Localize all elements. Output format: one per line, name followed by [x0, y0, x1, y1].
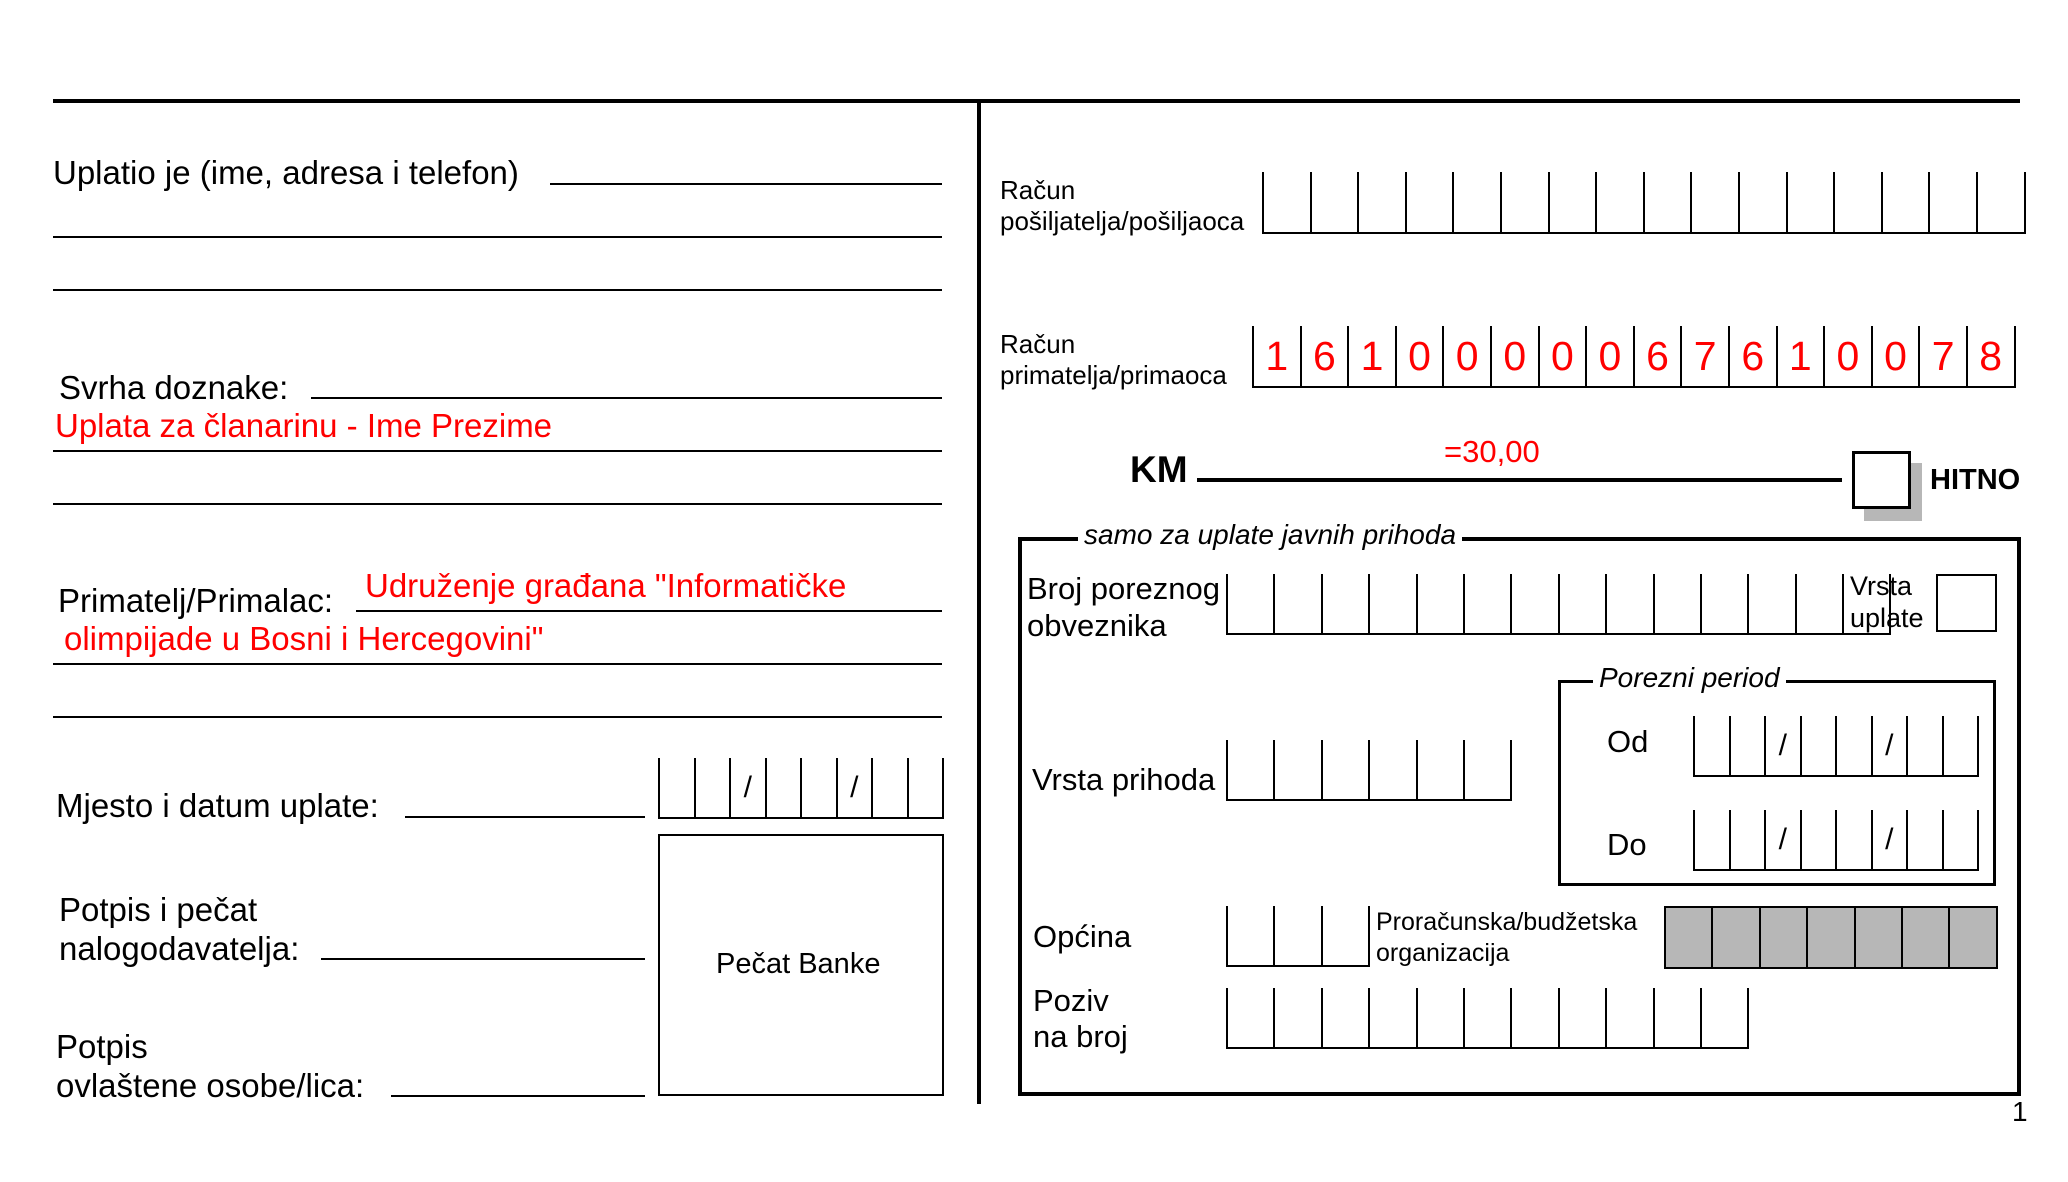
payment-type-label-line1: Vrsta: [1850, 571, 1913, 601]
place-date-label: Mjesto i datum uplate:: [56, 787, 379, 824]
sender-account-cell[interactable]: [1883, 172, 1931, 232]
place-date-line[interactable]: [405, 816, 645, 818]
period-to-cell[interactable]: [1695, 810, 1731, 869]
recipient-account-cell[interactable]: 8: [1968, 326, 2016, 386]
purpose-line-2[interactable]: [53, 450, 942, 452]
taxpayer-cell[interactable]: [1655, 574, 1702, 633]
recipient-account-label-line1: Račun: [1000, 329, 1076, 359]
reference-cell[interactable]: [1655, 988, 1702, 1047]
recipient-line-2[interactable]: [53, 663, 942, 665]
taxpayer-cell[interactable]: [1607, 574, 1654, 633]
budget-org-cell: [1761, 908, 1808, 967]
purpose-value[interactable]: Uplata za članarinu - Ime Prezime: [55, 407, 553, 444]
payer-line-1[interactable]: [550, 183, 942, 185]
period-to-cell[interactable]: [1837, 810, 1873, 869]
budget-org-cell: [1903, 908, 1950, 967]
sender-account-cell[interactable]: [1645, 172, 1693, 232]
revenue-type-cell[interactable]: [1370, 740, 1417, 799]
period-from-boxes[interactable]: [1693, 716, 1979, 777]
municipality-cell[interactable]: [1228, 906, 1275, 965]
sender-account-cell[interactable]: [1407, 172, 1455, 232]
taxpayer-cell[interactable]: [1228, 574, 1275, 633]
date-cell[interactable]: /: [838, 758, 874, 817]
municipality-cell[interactable]: [1323, 906, 1370, 965]
center-divider: [977, 101, 981, 1104]
period-from-cell[interactable]: [1731, 716, 1767, 775]
recipient-account-cell[interactable]: 0: [1873, 326, 1921, 386]
purpose-line-1[interactable]: [311, 397, 942, 399]
reference-cell[interactable]: [1228, 988, 1275, 1047]
date-cell[interactable]: [802, 758, 838, 817]
period-from-cell[interactable]: /: [1873, 716, 1909, 775]
budget-org-cell: [1950, 908, 1997, 967]
municipality-cell[interactable]: [1275, 906, 1322, 965]
currency-label: KM: [1130, 449, 1188, 490]
authorized-line[interactable]: [391, 1095, 645, 1097]
payer-label: Uplatio je (ime, adresa i telefon): [53, 154, 519, 191]
recipient-line-1[interactable]: [356, 610, 942, 612]
recipient-account-cell[interactable]: 1: [1349, 326, 1397, 386]
date-cell[interactable]: [767, 758, 803, 817]
payer-line-3[interactable]: [53, 289, 942, 291]
reference-cell[interactable]: [1418, 988, 1465, 1047]
revenue-type-cell[interactable]: [1465, 740, 1512, 799]
reference-cell[interactable]: [1512, 988, 1559, 1047]
amount-line[interactable]: [1197, 478, 1842, 482]
amount-value[interactable]: =30,00: [1444, 434, 1540, 469]
date-cell[interactable]: [660, 758, 696, 817]
budget-org-label-line2: organizacija: [1376, 939, 1510, 967]
taxpayer-label-line2: obveznika: [1027, 608, 1167, 643]
revenue-type-cell[interactable]: [1228, 740, 1275, 799]
taxpayer-label-line1: Broj poreznog: [1027, 571, 1221, 606]
reference-cell[interactable]: [1560, 988, 1607, 1047]
reference-cell[interactable]: [1370, 988, 1417, 1047]
taxpayer-cell[interactable]: [1370, 574, 1417, 633]
date-cell[interactable]: [696, 758, 732, 817]
period-to-cell[interactable]: [1731, 810, 1767, 869]
recipient-account-cell[interactable]: 6: [1635, 326, 1683, 386]
urgent-checkbox[interactable]: [1852, 451, 1911, 509]
recipient-value-line1[interactable]: Udruženje građana "Informatičke: [365, 567, 847, 604]
signer-label-line2: nalogodavatelja:: [59, 930, 300, 967]
budget-org-cell: [1856, 908, 1903, 967]
period-to-cell[interactable]: [1908, 810, 1944, 869]
revenue-type-cell[interactable]: [1275, 740, 1322, 799]
sender-account-cell[interactable]: [1264, 172, 1312, 232]
sender-account-cell[interactable]: [1930, 172, 1978, 232]
period-from-cell[interactable]: [1837, 716, 1873, 775]
signer-label-line1: Potpis i pečat: [59, 891, 258, 928]
payment-type-label-line2: uplate: [1850, 603, 1924, 633]
reference-label-line1: Poziv: [1033, 983, 1109, 1018]
recipient-account-cell[interactable]: 0: [1397, 326, 1445, 386]
budget-org-cell: [1713, 908, 1760, 967]
to-label: Do: [1607, 827, 1647, 862]
budget-org-label-line1: Proračunska/budžetska: [1376, 908, 1638, 936]
recipient-line-3[interactable]: [53, 716, 942, 718]
recipient-account-cell[interactable]: 0: [1492, 326, 1540, 386]
reference-cell[interactable]: [1323, 988, 1370, 1047]
taxpayer-cell[interactable]: [1465, 574, 1512, 633]
purpose-line-3[interactable]: [53, 503, 942, 505]
taxpayer-cell[interactable]: [1512, 574, 1559, 633]
bank-stamp-label: Pečat Banke: [716, 948, 881, 980]
period-to-cell[interactable]: [1944, 810, 1980, 869]
recipient-account-cell[interactable]: 7: [1920, 326, 1968, 386]
recipient-label: Primatelj/Primalac:: [58, 582, 334, 619]
period-from-cell[interactable]: /: [1766, 716, 1802, 775]
sender-account-label-line2: pošiljatelja/pošiljaoca: [1000, 206, 1245, 236]
sender-account-cell[interactable]: [1550, 172, 1598, 232]
date-cell[interactable]: [873, 758, 909, 817]
period-from-cell[interactable]: [1908, 716, 1944, 775]
taxpayer-cell[interactable]: [1560, 574, 1607, 633]
period-from-cell[interactable]: [1802, 716, 1838, 775]
reference-cell[interactable]: [1275, 988, 1322, 1047]
sender-account-cell[interactable]: [1312, 172, 1360, 232]
authorized-label-line2: ovlaštene osobe/lica:: [56, 1067, 365, 1104]
recipient-account-cell[interactable]: 0: [1444, 326, 1492, 386]
period-to-boxes[interactable]: [1693, 810, 1979, 871]
authorized-label-line1: Potpis: [56, 1028, 148, 1065]
reference-cell[interactable]: [1702, 988, 1749, 1047]
period-to-cell[interactable]: /: [1873, 810, 1909, 869]
reference-cell[interactable]: [1607, 988, 1654, 1047]
payer-line-2[interactable]: [53, 236, 942, 238]
recipient-account-cell[interactable]: 0: [1825, 326, 1873, 386]
reference-cell[interactable]: [1465, 988, 1512, 1047]
urgent-label: HITNO: [1930, 464, 2021, 496]
signer-line[interactable]: [321, 958, 645, 960]
taxpayer-boxes[interactable]: [1226, 574, 1891, 635]
sender-account-cell[interactable]: [1740, 172, 1788, 232]
recipient-account-cell[interactable]: 0: [1587, 326, 1635, 386]
recipient-account-boxes[interactable]: [1252, 326, 2016, 388]
top-rule: [53, 99, 2020, 103]
taxpayer-cell[interactable]: [1749, 574, 1796, 633]
municipality-label: Općina: [1033, 919, 1132, 954]
period-to-cell[interactable]: [1802, 810, 1838, 869]
budget-org-boxes: [1664, 906, 1998, 969]
sender-account-cell[interactable]: [1692, 172, 1740, 232]
sender-account-label-line1: Račun: [1000, 175, 1076, 205]
page-number: 1: [2012, 1096, 2028, 1127]
from-label: Od: [1607, 724, 1649, 759]
recipient-account-cell[interactable]: 7: [1682, 326, 1730, 386]
recipient-account-cell[interactable]: 1: [1778, 326, 1826, 386]
tax-period-title: Porezni period: [1593, 662, 1786, 694]
recipient-account-cell[interactable]: 1: [1254, 326, 1302, 386]
revenue-type-cell[interactable]: [1323, 740, 1370, 799]
sender-account-cell[interactable]: [1454, 172, 1502, 232]
reference-boxes[interactable]: [1226, 988, 1749, 1049]
period-from-cell[interactable]: [1944, 716, 1980, 775]
revenue-type-boxes[interactable]: [1226, 740, 1512, 801]
taxpayer-cell[interactable]: [1702, 574, 1749, 633]
date-cell[interactable]: [909, 758, 945, 817]
budget-org-cell: [1808, 908, 1855, 967]
recipient-account-label-line2: primatelja/primaoca: [1000, 360, 1227, 390]
recipient-account-cell[interactable]: 6: [1302, 326, 1350, 386]
sender-account-cell[interactable]: [1788, 172, 1836, 232]
date-cell[interactable]: /: [731, 758, 767, 817]
sender-account-cell[interactable]: [1835, 172, 1883, 232]
public-section-title: samo za uplate javnih prihoda: [1078, 519, 1462, 551]
sender-account-cell[interactable]: [1502, 172, 1550, 232]
recipient-account-cell[interactable]: 6: [1730, 326, 1778, 386]
revenue-type-cell[interactable]: [1418, 740, 1465, 799]
payment-type-box[interactable]: [1936, 574, 1997, 632]
taxpayer-cell[interactable]: [1275, 574, 1322, 633]
taxpayer-cell[interactable]: [1418, 574, 1465, 633]
recipient-value-line2[interactable]: olimpijade u Bosni i Hercegovini": [64, 620, 544, 657]
sender-account-cell[interactable]: [1597, 172, 1645, 232]
reference-label-line2: na broj: [1033, 1019, 1128, 1054]
recipient-account-cell[interactable]: 0: [1540, 326, 1588, 386]
period-from-cell[interactable]: [1695, 716, 1731, 775]
period-to-cell[interactable]: /: [1766, 810, 1802, 869]
budget-org-cell: [1666, 908, 1713, 967]
sender-account-boxes[interactable]: [1262, 172, 2026, 234]
taxpayer-cell[interactable]: [1323, 574, 1370, 633]
taxpayer-cell[interactable]: [1797, 574, 1844, 633]
purpose-label: Svrha doznake:: [59, 369, 289, 406]
date-boxes[interactable]: [658, 758, 944, 819]
sender-account-cell[interactable]: [1359, 172, 1407, 232]
municipality-boxes[interactable]: [1226, 906, 1370, 967]
revenue-type-label: Vrsta prihoda: [1032, 762, 1216, 797]
sender-account-cell[interactable]: [1978, 172, 2026, 232]
